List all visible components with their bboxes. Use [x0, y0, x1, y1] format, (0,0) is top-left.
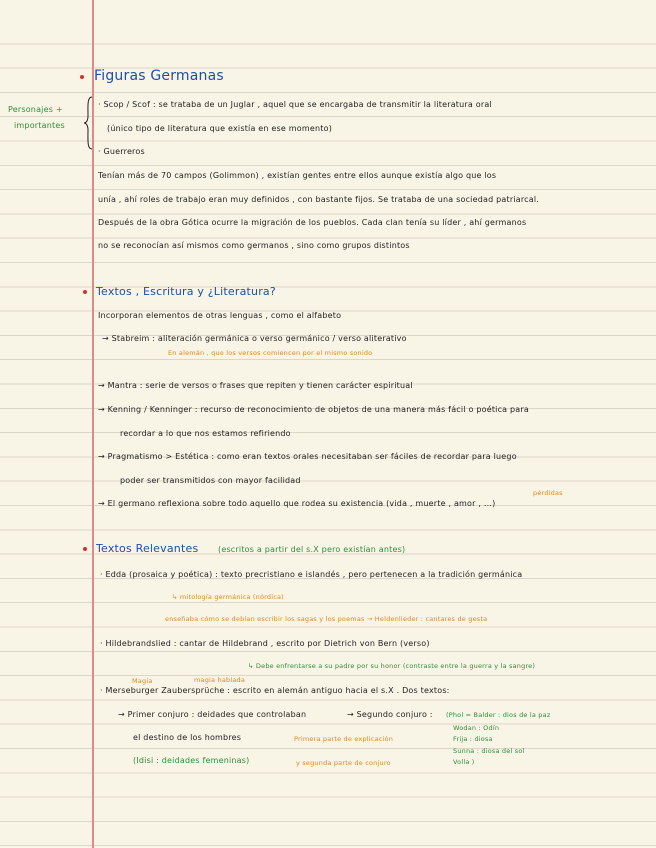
note: Frija : diosa [453, 735, 493, 743]
section-bullet [83, 547, 87, 551]
paragraph-line: unía , ahí roles de trabajo eran muy definidos , con bastante fijos. Se trataba de una sociedad patriarcal. [98, 195, 540, 204]
line: poder ser transmitidos con mayor facilidad [120, 476, 301, 485]
sidebar-note-line-2: importantes [14, 121, 65, 130]
line: · Merseburger Zaubersprüche : escrito en alemán antiguo hacia el s.X . Dos textos: [100, 686, 450, 695]
sidebar-note-line-1: Personajes + [8, 105, 63, 114]
note: (Phol = Balder : dios de la paz [446, 711, 551, 719]
line: (Idisi : deidades femeninas) [133, 756, 250, 765]
note: magia hablada [194, 676, 246, 684]
line: · Scop / Scof : se trataba de un Juglar , aquel que se encargaba de transmitir la literatura oral [98, 100, 492, 109]
line: · Edda (prosaica y poética) : texto precristiano e islandés , pero pertenecen a la tradición germánica [100, 570, 523, 579]
note: enseñaba cómo se debían escribir los sagas y los poemas → Heldenlieder : cantares de gesta [165, 615, 488, 623]
section-title-relevantes: Textos Relevantes [96, 542, 199, 555]
section-bullet [83, 290, 87, 294]
note: ↳ mitología germánica (nórdica) [172, 593, 284, 601]
note: Volla ) [453, 758, 475, 766]
note: Primera parte de explicación [294, 735, 394, 743]
line: → Primer conjuro : deidades que controlaban [118, 710, 307, 719]
line: (único tipo de literatura que existía en ese momento) [107, 124, 333, 133]
section-title-figuras: Figuras Germanas [94, 68, 224, 84]
curly-brace-icon [83, 96, 93, 150]
note: y segunda parte de conjuro [296, 759, 391, 767]
line: el destino de los hombres [133, 733, 242, 742]
note: Sunna : diosa del sol [453, 747, 525, 755]
line: → Mantra : serie de versos o frases que repiten y tienen carácter espiritual [98, 381, 413, 390]
section-bullet [80, 75, 84, 79]
line: → Segundo conjuro : [347, 710, 433, 719]
note: ↳ Debe enfrentarse a su padre por su honor (contraste entre la guerra y la sangre) [248, 662, 536, 670]
section-subtitle: (escritos a partir del s.X pero existían antes) [218, 545, 406, 554]
line: · Guerreros [98, 147, 145, 156]
note: pérdidas [533, 489, 563, 497]
paragraph-line: Después de la obra Gótica ocurre la migración de los pueblos. Cada clan tenía su líder , ahí germanos [98, 218, 527, 227]
note: Wodan : Odín [453, 724, 500, 732]
line: Incorporan elementos de otras lenguas , como el alfabeto [98, 311, 342, 320]
line: → Kenning / Kenninger : recurso de reconocimiento de objetos de una manera más fácil o poética para [98, 405, 529, 414]
line: → El germano reflexiona sobre todo aquello que rodea su existencia (vida , muerte , amor , ...) [98, 499, 496, 508]
line: → Pragmatismo > Estética : como eran textos orales necesitaban ser fáciles de recordar para luego [98, 452, 517, 461]
line: · Hildebrandslied : cantar de Hildebrand , escrito por Dietrich von Bern (verso) [100, 639, 430, 648]
note: En alemán , que los versos comiencen por el mismo sonido [168, 349, 373, 357]
line: → Stabreim : aliteración germánica o verso germánico / verso aliterativo [102, 334, 407, 343]
section-title-textos: Textos , Escritura y ¿Literatura? [96, 285, 276, 298]
line: recordar a lo que nos estamos refiriendo [120, 429, 291, 438]
note: Magia [132, 677, 153, 685]
paragraph-line: Tenían más de 70 campos (Golimmon) , existían gentes entre ellos aunque existía algo que los [98, 171, 497, 180]
paragraph-line: no se reconocían así mismos como germanos , sino como grupos distintos [98, 241, 410, 250]
